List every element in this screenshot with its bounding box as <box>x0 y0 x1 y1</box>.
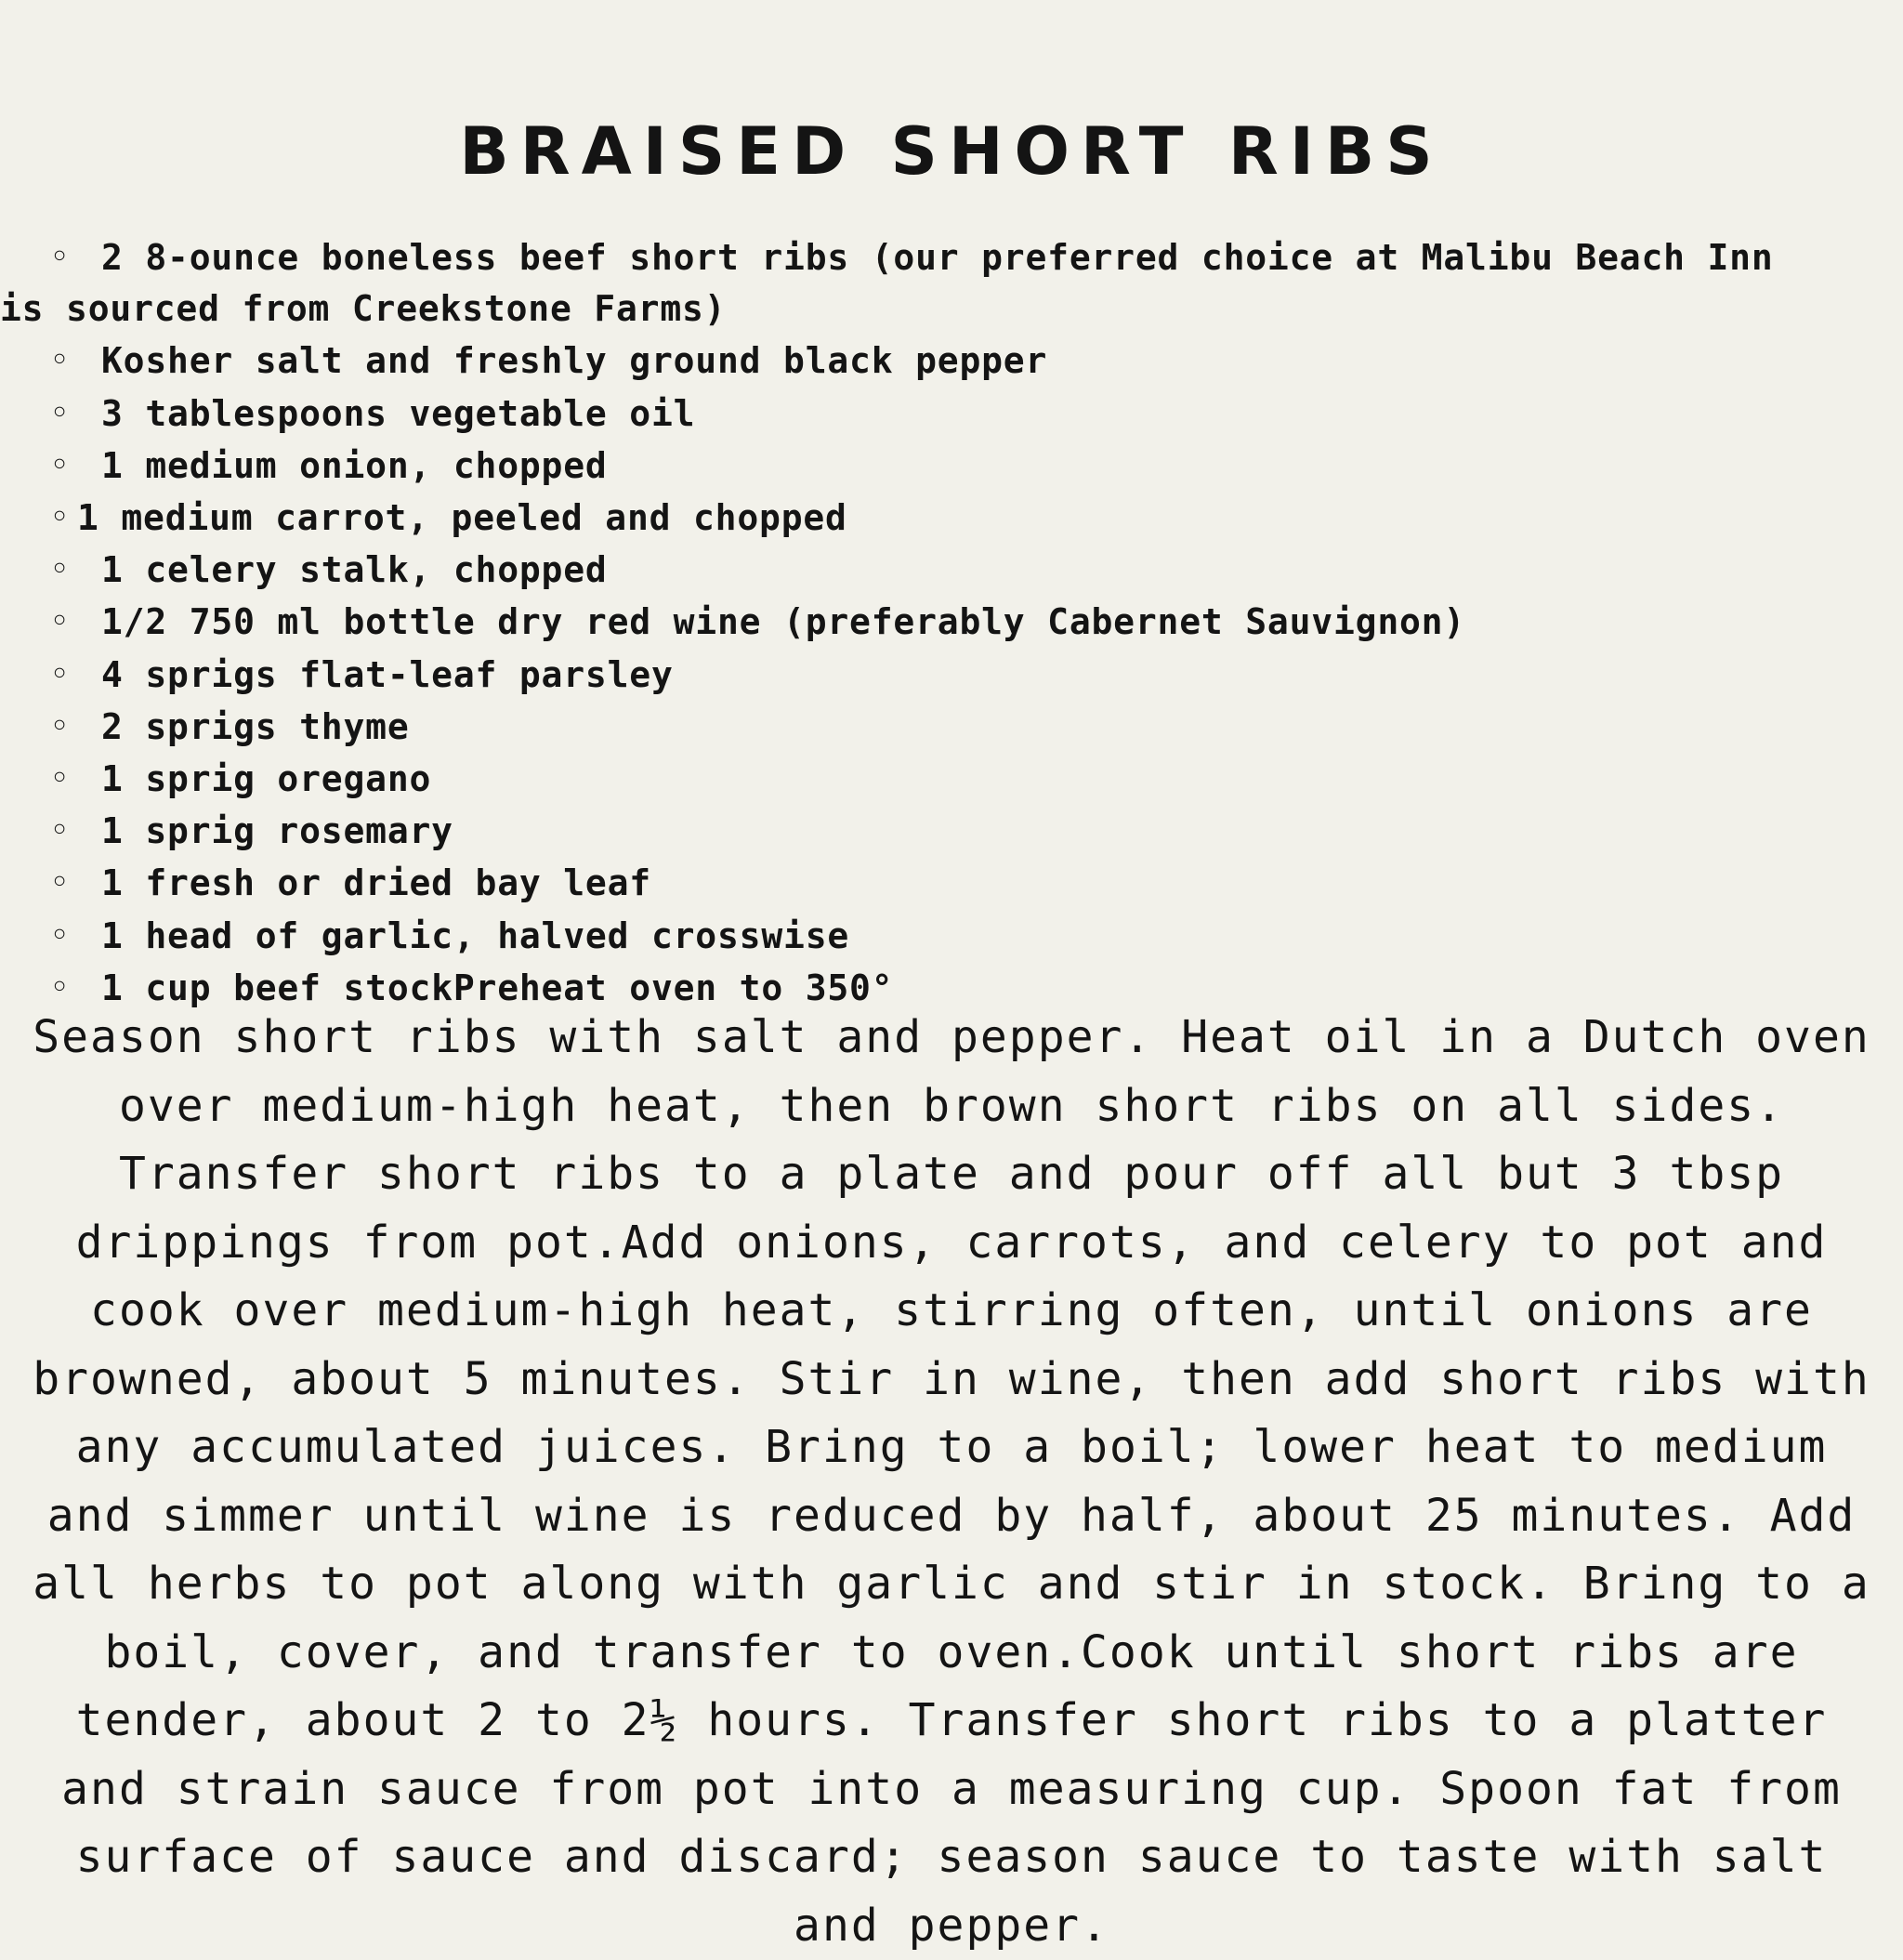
bullet-icon: ◦ <box>51 814 69 848</box>
bullet-icon: ◦ <box>51 605 69 638</box>
bullet-icon: ◦ <box>51 709 69 743</box>
bullet-icon: ◦ <box>51 344 69 377</box>
ingredient-text: 1 medium onion, chopped <box>101 444 608 486</box>
ingredient-text: 1/2 750 ml bottle dry red wine (preferably Cabernet Sauvignon) <box>101 601 1466 643</box>
ingredient-item <box>51 492 1863 544</box>
ingredient-text: 1 head of garlic, halved crosswise <box>101 914 850 956</box>
ingredient-text: 2 sprigs thyme <box>101 705 410 747</box>
bullet-icon: ◦ <box>51 970 69 1004</box>
ingredient-item <box>51 335 1863 387</box>
ingredient-text-continued: is sourced from Creekstone Farms) <box>0 288 727 330</box>
ingredient-text: 1 sprig rosemary <box>101 810 453 852</box>
ingredient-item <box>51 596 1863 648</box>
ingredient-item <box>51 440 1863 492</box>
ingredient-text: 1 medium carrot, peeled and chopped <box>77 497 847 539</box>
bullet-icon: ◦ <box>51 501 69 534</box>
bullet-icon: ◦ <box>51 553 69 586</box>
ingredient-item <box>51 701 1863 753</box>
ingredient-item <box>51 857 1863 909</box>
bullet-icon: ◦ <box>51 448 69 481</box>
ingredient-text: 4 sprigs flat-leaf parsley <box>101 653 674 695</box>
bullet-icon: ◦ <box>51 241 69 273</box>
ingredient-text: 1 fresh or dried bay leaf <box>101 862 651 904</box>
recipe-title: BRAISED SHORT RIBS <box>459 113 1444 190</box>
ingredient-text: 1 celery stalk, chopped <box>101 549 608 591</box>
ingredient-text: 1 sprig oregano <box>101 758 432 800</box>
bullet-icon: ◦ <box>51 396 69 429</box>
recipe-instructions: Season short ribs with salt and pepper. Heat oil in a Dutch oven over medium-high heat, then brown short ribs on all sides. Transfer short ribs to a plate and pour off all but 3 tbsp drippings from pot.Add onions, carrots, and celery to pot and cook over medium-high heat, stirring often, until onions are browned, about 5 minutes. Stir in wine, then add short ribs with any accumulated juices. Bring to a boil; lower heat to medium and simmer until wine is reduced by half, about 25 minutes. Add all herbs to pot along with garlic and stir in stock. Bring to a boil, cover, and transfer to oven.Cook until short ribs are tender, about 2 to 2½ hours. Transfer short ribs to a platter and strain sauce from pot into a measuring cup. Spoon fat from surface of sauce and discard; season sauce to taste with salt and pepper. <box>33 1011 1870 1952</box>
ingredient-item <box>51 910 1863 962</box>
ingredient-text: 3 tablespoons vegetable oil <box>101 392 696 434</box>
bullet-icon: ◦ <box>51 866 69 900</box>
ingredient-item <box>0 231 1863 335</box>
ingredient-text: 1 cup beef stockPreheat oven to 350° <box>101 967 894 1008</box>
ingredient-text: Kosher salt and freshly ground black pepper <box>101 340 1048 382</box>
ingredient-list <box>0 231 1863 1014</box>
ingredient-item <box>51 388 1863 440</box>
bullet-icon: ◦ <box>51 762 69 796</box>
ingredient-item <box>51 753 1863 805</box>
bullet-icon: ◦ <box>51 657 69 691</box>
ingredient-item <box>51 544 1863 596</box>
bullet-icon: ◦ <box>51 918 69 952</box>
ingredient-item <box>51 649 1863 701</box>
ingredient-text: 2 8-ounce boneless beef short ribs (our preferred choice at Malibu Beach Inn <box>101 237 1774 278</box>
ingredient-item <box>51 805 1863 857</box>
